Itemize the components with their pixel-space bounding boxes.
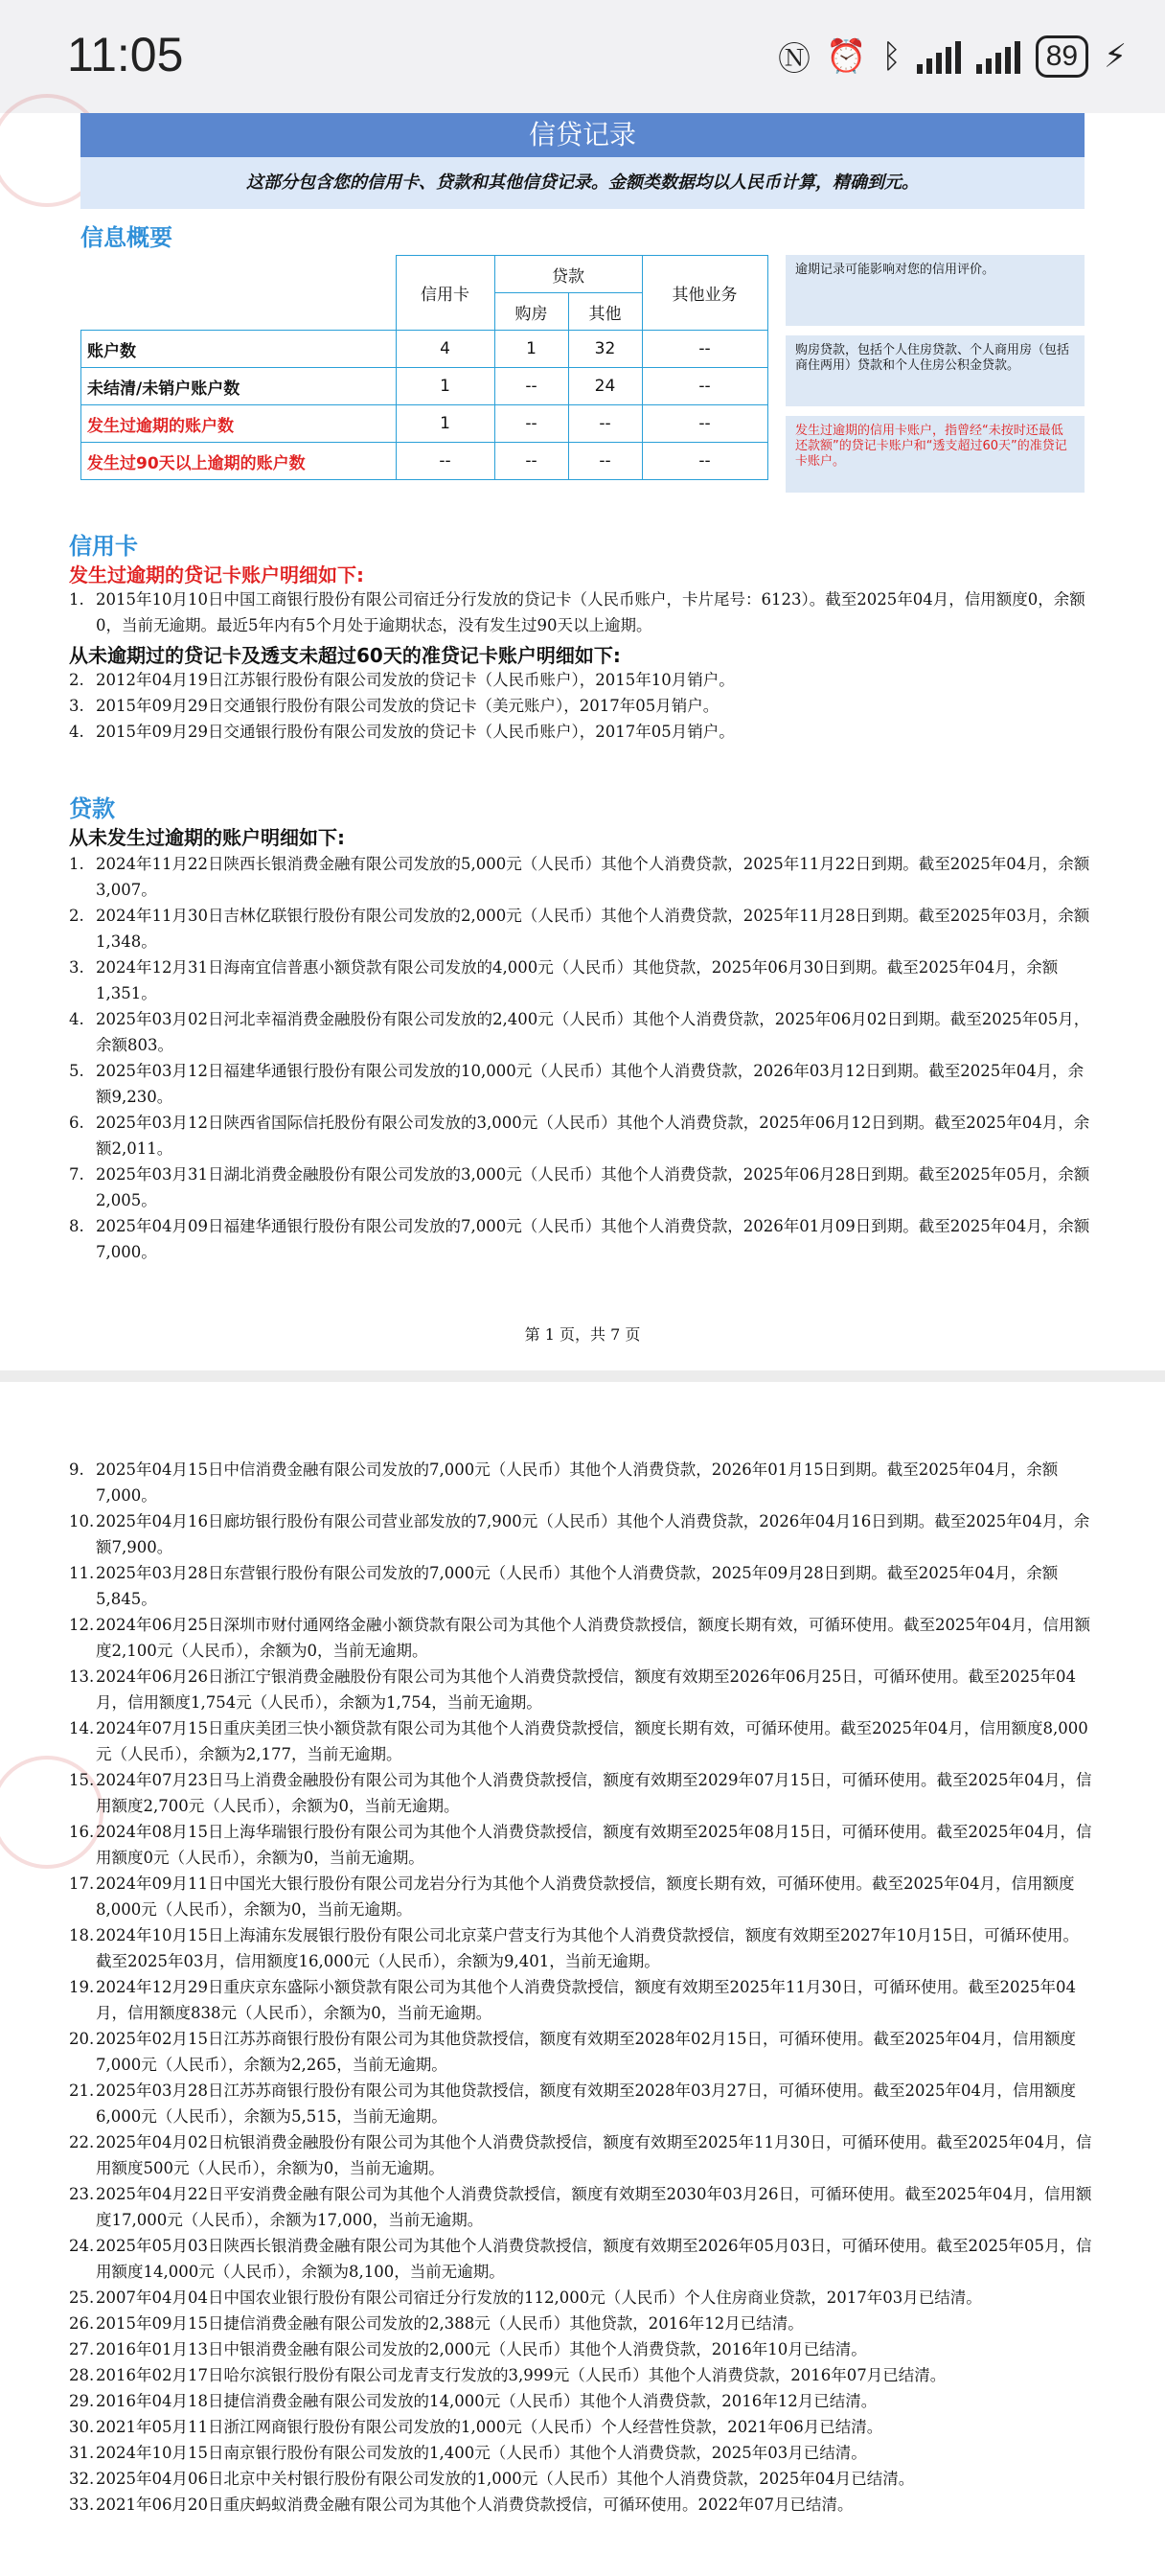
overview-notes [786, 255, 1085, 502]
list-item [69, 2181, 1094, 2233]
list-item [69, 667, 1094, 693]
cell: -- [494, 443, 568, 480]
item-text: 2025年03月12日陕西省国际信托股份有限公司发放的3,000元（人民币）其他个人消费贷款，2025年06月12日到期。截至2025年04月，余额2,011。 [96, 1114, 1090, 1158]
item-number: 1. [69, 590, 84, 609]
list-item [69, 1767, 1094, 1819]
item-number: 19. [69, 1978, 95, 1996]
item-number: 25. [69, 2288, 95, 2307]
item-number: 22. [69, 2133, 95, 2151]
overdue-card-list [69, 586, 1094, 638]
table-row [81, 331, 768, 368]
item-number: 24. [69, 2237, 95, 2255]
cell: -- [396, 443, 494, 480]
list-item [69, 1457, 1094, 1508]
item-number: 4. [69, 723, 84, 741]
item-text: 2015年09月29日交通银行股份有限公司发放的贷记卡（美元账户），2017年05月销户。 [96, 697, 720, 715]
loans-heading: 贷款 [69, 795, 115, 822]
list-item [69, 2285, 1094, 2311]
item-text: 2025年03月12日福建华通银行股份有限公司发放的10,000元（人民币）其他个人消费贷款，2026年03月12日到期。截至2025年04月，余额9,230。 [96, 1062, 1085, 1106]
loans-title: 从未发生过逾期的账户明细如下: [69, 826, 345, 849]
item-number: 27. [69, 2340, 95, 2358]
item-text: 2016年04月18日捷信消费金融有限公司发放的14,000元（人民币）其他个人消费贷款，2016年12月已结清。 [96, 2392, 878, 2410]
list-item [69, 1508, 1094, 1560]
item-text: 2025年03月28日江苏苏商银行股份有限公司为其他贷款授信，额度有效期至2028年03月27日，可循环使用。截至2025年04月，信用额度6,000元（人民币），余额为5,515，当前无逾期。 [96, 2082, 1076, 2126]
cell: 1 [396, 405, 494, 443]
item-number: 21. [69, 2082, 95, 2100]
item-number: 28. [69, 2366, 95, 2384]
list-item [69, 2388, 1094, 2414]
item-number: 12. [69, 1616, 95, 1634]
list-item [69, 2492, 1094, 2518]
list-item [69, 1058, 1094, 1110]
list-item [69, 903, 1094, 954]
item-number: 3. [69, 958, 84, 977]
cell: -- [568, 443, 642, 480]
item-text: 2025年04月15日中信消费金融有限公司发放的7,000元（人民币）其他个人消费贷款，2026年01月15日到期。截至2025年04月，余额7,000。 [96, 1460, 1059, 1505]
item-number: 31. [69, 2444, 95, 2462]
item-number: 14. [69, 1719, 95, 1737]
list-item [69, 1819, 1094, 1871]
section-subtitle: 这部分包含您的信用卡、贷款和其他信贷记录。金额类数据均以人民币计算，精确到元。 [80, 157, 1085, 209]
charging-icon: ⚡ [1104, 36, 1127, 76]
item-number: 5. [69, 1062, 84, 1080]
list-item [69, 2078, 1094, 2129]
item-text: 2025年04月22日平安消费金融有限公司为其他个人消费贷款授信，额度有效期至2030年03月26日，可循环使用。截至2025年04月，信用额度17,000元（人民币），余额为17,000，当前无逾期。 [96, 2185, 1092, 2229]
row-label: 未结清/未销户账户数 [81, 368, 397, 405]
item-text: 2024年09月11日中国光大银行股份有限公司龙岩分行为其他个人消费贷款授信，额度长期有效，可循环使用。截至2025年04月，信用额度8,000元（人民币），余额为0，当前无逾期。 [96, 1874, 1075, 1919]
status-time: 11:05 [67, 28, 184, 81]
list-item [69, 1110, 1094, 1162]
item-number: 9. [69, 1460, 84, 1479]
list-item [69, 851, 1094, 903]
row-label: 账户数 [81, 331, 397, 368]
item-text: 2024年07月15日重庆美团三快小额贷款有限公司为其他个人消费贷款授信，额度长期有效，可循环使用。截至2025年04月，信用额度8,000元（人民币），余额为2,177，当前无逾期。 [96, 1719, 1088, 1763]
item-number: 15. [69, 1771, 95, 1789]
list-item [69, 2026, 1094, 2078]
col-credit-card: 信用卡 [396, 256, 494, 331]
item-number: 20. [69, 2030, 95, 2048]
list-item [69, 1871, 1094, 1922]
item-text: 2007年04月04日中国农业银行股份有限公司宿迁分行发放的112,000元（人民币）个人住房商业贷款，2017年03月已结清。 [96, 2288, 982, 2307]
list-item [69, 1162, 1094, 1213]
item-text: 2015年09月29日交通银行股份有限公司发放的贷记卡（人民币账户），2017年05月销户。 [96, 723, 735, 741]
list-item [69, 586, 1094, 638]
item-text: 2024年12月29日重庆京东盛际小额贷款有限公司为其他个人消费贷款授信，额度有效期至2025年11月30日，可循环使用。截至2025年04月，信用额度838元（人民币），余额为0，当前无逾期。 [96, 1978, 1076, 2022]
cell: -- [642, 443, 767, 480]
item-number: 11. [69, 1564, 95, 1582]
item-number: 33. [69, 2496, 95, 2514]
overview-heading: 信息概要 [80, 224, 172, 251]
table-row [81, 443, 768, 480]
item-text: 2025年03月02日河北幸福消费金融股份有限公司发放的2,400元（人民币）其他个人消费贷款，2025年06月02日到期。截至2025年05月，余额803。 [96, 1010, 1090, 1054]
item-text: 2024年10月15日上海浦东发展银行股份有限公司北京菜户营支行为其他个人消费贷款授信，额度有效期至2027年10月15日，可循环使用。截至2025年03月，信用额度16,000元（人民币），余额为9,401，当前无逾期。 [96, 1926, 1079, 1970]
list-item [69, 954, 1094, 1006]
cell: 1 [494, 331, 568, 368]
credit-card-heading: 信用卡 [69, 533, 138, 560]
loan-list-page-2 [69, 1457, 1094, 2518]
row-label: 发生过逾期的账户数 [81, 405, 397, 443]
list-item [69, 2311, 1094, 2336]
report-page-2 [0, 1382, 1165, 2576]
bluetooth-icon: ᛒ [881, 36, 902, 76]
list-item [69, 693, 1094, 719]
note-box: 逾期记录可能影响对您的信用评价。 [786, 255, 1085, 326]
item-number: 6. [69, 1114, 84, 1132]
item-text: 2025年02月15日江苏苏商银行股份有限公司为其他贷款授信，额度有效期至2028年02月15日，可循环使用。截至2025年04月，信用额度7,000元（人民币），余额为2,265，当前无逾期。 [96, 2030, 1076, 2074]
item-number: 17. [69, 1874, 95, 1893]
cell: 24 [568, 368, 642, 405]
table-row [81, 368, 768, 405]
cell: -- [494, 368, 568, 405]
status-icons [778, 33, 1127, 80]
cell: -- [642, 368, 767, 405]
item-text: 2012年04月19日江苏银行股份有限公司发放的贷记卡（人民币账户），2015年10月销户。 [96, 671, 735, 689]
list-item [69, 1922, 1094, 1974]
item-text: 2025年04月16日廊坊银行股份有限公司营业部发放的7,900元（人民币）其他个人消费贷款，2026年04月16日到期。截至2025年04月，余额7,900。 [96, 1512, 1090, 1556]
overdue-cards-title: 发生过逾期的贷记卡账户明细如下: [69, 564, 364, 586]
list-item [69, 1006, 1094, 1058]
item-number: 23. [69, 2185, 95, 2203]
cell: 32 [568, 331, 642, 368]
section-title: 信贷记录 [80, 113, 1085, 157]
item-number: 29. [69, 2392, 95, 2410]
cell: 4 [396, 331, 494, 368]
item-number: 18. [69, 1926, 95, 1944]
item-text: 2016年02月17日哈尔滨银行股份有限公司龙青支行发放的3,999元（人民币）其他个人消费贷款，2016年07月已结清。 [96, 2366, 947, 2384]
item-number: 13. [69, 1668, 95, 1686]
item-text: 2025年04月02日杭银消费金融股份有限公司为其他个人消费贷款授信，额度有效期至2025年11月30日，可循环使用。截至2025年04月，信用额度500元（人民币），余额为0，当前无逾期。 [96, 2133, 1092, 2177]
item-number: 3. [69, 697, 84, 715]
item-text: 2024年06月25日深圳市财付通网络金融小额贷款有限公司为其他个人消费贷款授信，额度长期有效，可循环使用。截至2025年04月，信用额度2,100元（人民币），余额为0，当前无逾期。 [96, 1616, 1090, 1660]
signal-2-icon [976, 39, 1020, 74]
item-number: 2. [69, 671, 84, 689]
col-other: 其他 [568, 293, 642, 331]
item-text: 2021年05月11日浙江网商银行股份有限公司发放的1,000元（人民币）个人经营性贷款，2021年06月已结清。 [96, 2418, 883, 2436]
list-item [69, 1213, 1094, 1265]
nfc-icon: Ⓝ [778, 40, 811, 79]
item-number: 16. [69, 1823, 95, 1841]
item-number: 30. [69, 2418, 95, 2436]
item-number: 26. [69, 2314, 95, 2333]
item-text: 2015年10月10日中国工商银行股份有限公司宿迁分行发放的贷记卡（人民币账户，卡片尾号：6123）。截至2025年04月，信用额度0，余额0，当前无逾期。最近5年内有5个月处于逾期状态，没有发生过90天以上逾期。 [96, 590, 1085, 634]
list-item [69, 1612, 1094, 1664]
list-item [69, 2362, 1094, 2388]
item-number: 10. [69, 1512, 95, 1530]
item-number: 1. [69, 855, 84, 873]
item-text: 2021年06月20日重庆蚂蚁消费金融有限公司为其他个人消费贷款授信，可循环使用。2022年07月已结清。 [96, 2496, 854, 2514]
signal-icon [917, 39, 961, 74]
item-text: 2024年11月22日陕西长银消费金融有限公司发放的5,000元（人民币）其他个人消费贷款，2025年11月22日到期。截至2025年04月，余额3,007。 [96, 855, 1090, 899]
list-item [69, 2466, 1094, 2492]
item-text: 2024年07月23日马上消费金融股份有限公司为其他个人消费贷款授信，额度有效期至2029年07月15日，可循环使用。截至2025年04月，信用额度2,700元（人民币），余额为0，当前无逾期。 [96, 1771, 1092, 1815]
item-text: 2024年12月31日海南宜信普惠小额贷款有限公司发放的4,000元（人民币）其他贷款，2025年06月30日到期。截至2025年04月，余额1,351。 [96, 958, 1059, 1002]
item-text: 2024年10月15日南京银行股份有限公司发放的1,400元（人民币）其他个人消费贷款，2025年03月已结清。 [96, 2444, 867, 2462]
alarm-icon: ⏰ [826, 36, 867, 76]
item-text: 2025年04月06日北京中关村银行股份有限公司发放的1,000元（人民币）其他个人消费贷款，2025年04月已结清。 [96, 2470, 915, 2488]
item-number: 32. [69, 2470, 95, 2488]
overview-table [80, 255, 768, 480]
item-text: 2025年03月31日湖北消费金融股份有限公司发放的3,000元（人民币）其他个人消费贷款，2025年06月28日到期。截至2025年05月，余额2,005。 [96, 1165, 1090, 1209]
note-box: 购房贷款，包括个人住房贷款、个人商用房（包括商住两用）贷款和个人住房公积金贷款。 [786, 335, 1085, 406]
note-box: 发生过逾期的信用卡账户，指曾经“未按时还最低还款额”的贷记卡账户和“透支超过60天”的准贷记卡账户。 [786, 416, 1085, 493]
table-corner [81, 256, 397, 331]
item-number: 4. [69, 1010, 84, 1028]
list-item [69, 2129, 1094, 2181]
normal-card-list [69, 667, 1094, 745]
list-item [69, 719, 1094, 745]
item-text: 2024年06月26日浙江宁银消费金融股份有限公司为其他个人消费贷款授信，额度有效期至2026年06月25日，可循环使用。截至2025年04月，信用额度1,754元（人民币），余额为1,754，当前无逾期。 [96, 1668, 1076, 1712]
loan-list-page-1 [69, 851, 1094, 1265]
report-page-1 [0, 113, 1165, 1370]
item-number: 7. [69, 1165, 84, 1184]
list-item [69, 2233, 1094, 2285]
col-loan: 贷款 [494, 256, 642, 293]
status-bar [0, 0, 1165, 113]
item-text: 2024年08月15日上海华瑞银行股份有限公司为其他个人消费贷款授信，额度有效期至2025年08月15日，可循环使用。截至2025年04月，信用额度0元（人民币），余额为0，当前无逾期。 [96, 1823, 1092, 1867]
item-text: 2025年05月03日陕西长银消费金融有限公司为其他个人消费贷款授信，额度有效期至2026年05月03日，可循环使用。截至2025年05月，信用额度14,000元（人民币），余额为8,100，当前无逾期。 [96, 2237, 1092, 2281]
cell: -- [494, 405, 568, 443]
item-number: 8. [69, 1217, 84, 1235]
cell: -- [642, 405, 767, 443]
item-text: 2025年03月28日东营银行股份有限公司发放的7,000元（人民币）其他个人消费贷款，2025年09月28日到期。截至2025年04月，余额5,845。 [96, 1564, 1059, 1608]
list-item [69, 1560, 1094, 1612]
col-other-biz: 其他业务 [642, 256, 767, 331]
page-divider [0, 1370, 1165, 1382]
cell: 1 [396, 368, 494, 405]
list-item [69, 1664, 1094, 1715]
list-item [69, 2414, 1094, 2440]
item-number: 2. [69, 907, 84, 925]
cell: -- [568, 405, 642, 443]
item-text: 2024年11月30日吉林亿联银行股份有限公司发放的2,000元（人民币）其他个人消费贷款，2025年11月28日到期。截至2025年03月，余额1,348。 [96, 907, 1090, 951]
table-row [81, 405, 768, 443]
list-item [69, 2336, 1094, 2362]
item-text: 2016年01月13日中银消费金融有限公司发放的2,000元（人民币）其他个人消费贷款，2016年10月已结清。 [96, 2340, 867, 2358]
row-label: 发生过90天以上逾期的账户数 [81, 443, 397, 480]
cell: -- [642, 331, 767, 368]
normal-cards-title: 从未逾期过的贷记卡及透支未超过60天的准贷记卡账户明细如下: [69, 644, 621, 667]
item-text: 2015年09月15日捷信消费金融有限公司发放的2,388元（人民币）其他贷款，2016年12月已结清。 [96, 2314, 804, 2333]
list-item [69, 1974, 1094, 2026]
battery-indicator: 89 [1036, 35, 1088, 78]
col-house: 购房 [494, 293, 568, 331]
list-item [69, 2440, 1094, 2466]
list-item [69, 1715, 1094, 1767]
page-footer: 第 1 页，共 7 页 [524, 1325, 641, 1344]
item-text: 2025年04月09日福建华通银行股份有限公司发放的7,000元（人民币）其他个人消费贷款，2026年01月09日到期。截至2025年04月，余额7,000。 [96, 1217, 1090, 1261]
